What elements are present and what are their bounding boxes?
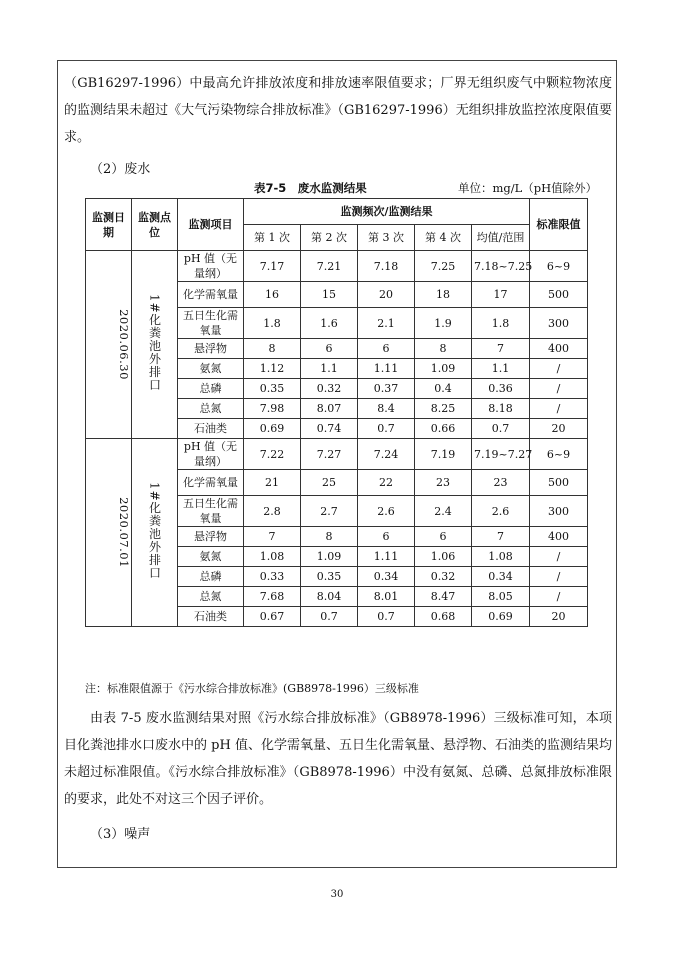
average-cell: 23 [472, 470, 530, 496]
item-cell: 化学需氧量 [178, 470, 244, 496]
limit-cell: / [530, 359, 588, 379]
average-cell: 0.69 [472, 607, 530, 627]
round-3-cell: 6 [358, 527, 415, 547]
average-cell: 2.6 [472, 496, 530, 527]
monitoring-point-cell [132, 439, 178, 627]
round-4-cell: 0.66 [415, 419, 472, 439]
monitoring-point: 1#化粪池外排口 [147, 293, 162, 392]
header-date: 监测日期 [86, 199, 132, 251]
round-4-cell: 0.68 [415, 607, 472, 627]
average-cell: 7 [472, 527, 530, 547]
round-3-cell: 0.37 [358, 379, 415, 399]
round-2-cell: 7.27 [301, 439, 358, 470]
round-4-cell: 23 [415, 470, 472, 496]
header-average: 均值/范围 [472, 225, 530, 251]
round-1-cell: 2.8 [244, 496, 301, 527]
limit-cell: 20 [530, 607, 588, 627]
header-round-1: 第 1 次 [244, 225, 301, 251]
average-cell: 8.05 [472, 587, 530, 607]
average-cell: 7.18~7.25 [472, 251, 530, 282]
round-1-cell: 21 [244, 470, 301, 496]
round-4-cell: 8 [415, 339, 472, 359]
wastewater-monitoring-table [85, 198, 588, 627]
round-1-cell: 7.17 [244, 251, 301, 282]
round-3-cell: 1.11 [358, 547, 415, 567]
round-1-cell: 0.35 [244, 379, 301, 399]
limit-cell: 500 [530, 470, 588, 496]
average-cell: 17 [472, 282, 530, 308]
round-1-cell: 8 [244, 339, 301, 359]
round-2-cell: 8 [301, 527, 358, 547]
item-cell: 总氮 [178, 587, 244, 607]
intro-paragraph: （GB16297-1996）中最高允许排放浓度和排放速率限值要求；厂界无组织废气中颗粒物浓度的监测结果未超过《大气污染物综合排放标准》（GB16297-1996）无组织排放监控浓度限值要求。 [64, 76, 612, 145]
limit-cell: 500 [530, 282, 588, 308]
round-1-cell: 0.67 [244, 607, 301, 627]
round-4-cell: 1.06 [415, 547, 472, 567]
average-cell: 0.34 [472, 567, 530, 587]
average-cell: 7 [472, 339, 530, 359]
item-cell: pH 值（无量纲） [178, 439, 244, 470]
round-2-cell: 0.35 [301, 567, 358, 587]
round-3-cell: 2.1 [358, 308, 415, 339]
round-2-cell: 1.09 [301, 547, 358, 567]
table-note: 注：标准限值源于《污水综合排放标准》(GB8978-1996）三级标准 [85, 682, 419, 695]
limit-cell: 400 [530, 339, 588, 359]
round-4-cell: 0.32 [415, 567, 472, 587]
average-cell: 1.8 [472, 308, 530, 339]
item-cell: 五日生化需氧量 [178, 308, 244, 339]
table-caption: 表7-5 废水监测结果 [254, 181, 367, 195]
round-3-cell: 22 [358, 470, 415, 496]
round-4-cell: 8.47 [415, 587, 472, 607]
header-frequency-group: 监测频次/监测结果 [244, 199, 530, 225]
round-3-cell: 7.24 [358, 439, 415, 470]
limit-cell: 6~9 [530, 439, 588, 470]
monitoring-date-cell [86, 439, 132, 627]
average-cell: 7.19~7.27 [472, 439, 530, 470]
round-4-cell: 18 [415, 282, 472, 308]
round-1-cell: 7 [244, 527, 301, 547]
round-1-cell: 7.98 [244, 399, 301, 419]
header-round-2: 第 2 次 [301, 225, 358, 251]
header-point: 监测点位 [132, 199, 178, 251]
limit-cell: 300 [530, 308, 588, 339]
limit-cell: / [530, 379, 588, 399]
round-4-cell: 7.25 [415, 251, 472, 282]
round-3-cell: 2.6 [358, 496, 415, 527]
table-row [86, 251, 588, 282]
header-item: 监测项目 [178, 199, 244, 251]
round-1-cell: 1.8 [244, 308, 301, 339]
round-4-cell: 6 [415, 527, 472, 547]
average-cell: 8.18 [472, 399, 530, 419]
round-3-cell: 0.7 [358, 607, 415, 627]
round-2-cell: 7.21 [301, 251, 358, 282]
header-round-3: 第 3 次 [358, 225, 415, 251]
item-cell: 石油类 [178, 419, 244, 439]
item-cell: 总氮 [178, 399, 244, 419]
monitoring-date: 2020.06.30 [116, 309, 131, 380]
round-2-cell: 1.1 [301, 359, 358, 379]
round-4-cell: 8.25 [415, 399, 472, 419]
round-2-cell: 8.07 [301, 399, 358, 419]
limit-cell: / [530, 547, 588, 567]
round-3-cell: 0.7 [358, 419, 415, 439]
item-cell: 化学需氧量 [178, 282, 244, 308]
item-cell: 悬浮物 [178, 339, 244, 359]
round-3-cell: 0.34 [358, 567, 415, 587]
monitoring-date-cell [86, 251, 132, 439]
average-cell: 1.1 [472, 359, 530, 379]
item-cell: 五日生化需氧量 [178, 496, 244, 527]
round-2-cell: 6 [301, 339, 358, 359]
round-2-cell: 15 [301, 282, 358, 308]
item-cell: 悬浮物 [178, 527, 244, 547]
item-cell: 总磷 [178, 379, 244, 399]
limit-cell: 400 [530, 527, 588, 547]
round-1-cell: 1.12 [244, 359, 301, 379]
round-2-cell: 25 [301, 470, 358, 496]
round-1-cell: 16 [244, 282, 301, 308]
monitoring-point: 1#化粪池外排口 [147, 481, 162, 580]
average-cell: 1.08 [472, 547, 530, 567]
round-3-cell: 1.11 [358, 359, 415, 379]
header-limit: 标准限值 [530, 199, 588, 251]
limit-cell: / [530, 567, 588, 587]
round-2-cell: 0.7 [301, 607, 358, 627]
limit-cell: 6~9 [530, 251, 588, 282]
round-2-cell: 0.32 [301, 379, 358, 399]
round-4-cell: 1.9 [415, 308, 472, 339]
round-4-cell: 7.19 [415, 439, 472, 470]
item-cell: 总磷 [178, 567, 244, 587]
round-2-cell: 8.04 [301, 587, 358, 607]
round-4-cell: 2.4 [415, 496, 472, 527]
average-cell: 0.7 [472, 419, 530, 439]
round-2-cell: 2.7 [301, 496, 358, 527]
monitoring-point-cell [132, 251, 178, 439]
round-3-cell: 8.4 [358, 399, 415, 419]
round-3-cell: 8.01 [358, 587, 415, 607]
round-1-cell: 0.33 [244, 567, 301, 587]
item-cell: pH 值（无量纲） [178, 251, 244, 282]
section-heading-noise: （3）噪声 [90, 827, 151, 842]
round-2-cell: 0.74 [301, 419, 358, 439]
round-1-cell: 7.68 [244, 587, 301, 607]
page-number: 30 [330, 889, 344, 900]
table-unit: 单位：mg/L（pH值除外） [458, 181, 598, 195]
round-1-cell: 1.08 [244, 547, 301, 567]
monitoring-date: 2020.07.01 [116, 497, 131, 568]
round-3-cell: 7.18 [358, 251, 415, 282]
item-cell: 石油类 [178, 607, 244, 627]
item-cell: 氨氮 [178, 359, 244, 379]
section-heading-wastewater: （2）废水 [90, 162, 151, 177]
round-1-cell: 0.69 [244, 419, 301, 439]
limit-cell: / [530, 587, 588, 607]
round-4-cell: 0.4 [415, 379, 472, 399]
round-2-cell: 1.6 [301, 308, 358, 339]
average-cell: 0.36 [472, 379, 530, 399]
conclusion-paragraph: 由表 7-5 废水监测结果对照《污水综合排放标准》（GB8978-1996）三级标准可知，本项目化粪池排水口废水中的 pH 值、化学需氧量、五日生化需氧量、悬浮物、石油类的监测结果均未超过标准限值。《污水综合排放标准》（GB8978-1996）中没有氨氮、总磷、总氮排放标准限的要求，此处不对这三个因子评价。 [64, 711, 612, 807]
header-round-4: 第 4 次 [415, 225, 472, 251]
item-cell: 氨氮 [178, 547, 244, 567]
round-3-cell: 20 [358, 282, 415, 308]
round-4-cell: 1.09 [415, 359, 472, 379]
limit-cell: / [530, 399, 588, 419]
limit-cell: 300 [530, 496, 588, 527]
round-1-cell: 7.22 [244, 439, 301, 470]
round-3-cell: 6 [358, 339, 415, 359]
table-row [86, 439, 588, 470]
limit-cell: 20 [530, 419, 588, 439]
